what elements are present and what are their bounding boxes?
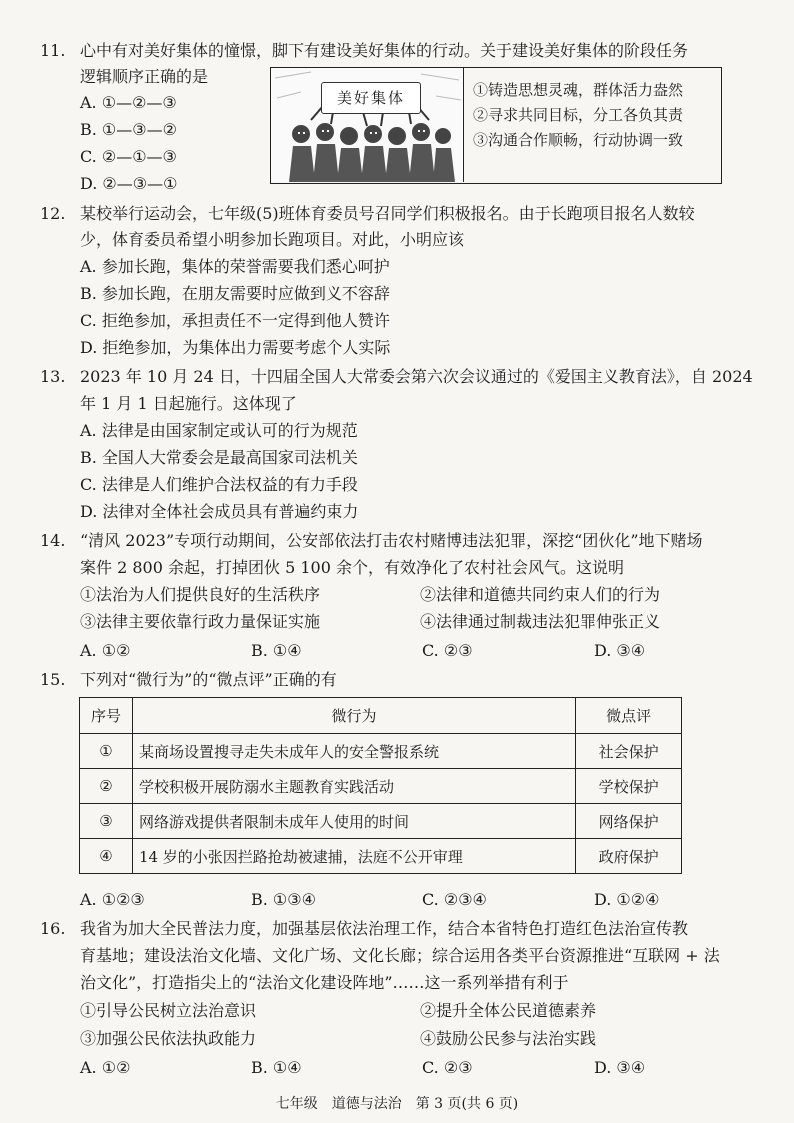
table-row	[80, 769, 682, 804]
question-stem: 我省为加大全民普法力度，加强基层依法治理工作，结合本省特色打造红色法治宣传教	[80, 919, 689, 938]
collective-figure	[270, 67, 722, 184]
option-c: C. ②③④	[422, 890, 487, 909]
option-a: A. ①—②—③	[80, 93, 177, 112]
option-d: D. ②—③—①	[80, 174, 178, 193]
question-stem: 案件 2 800 余起，打掉团伙 5 100 余个，有效净化了农村社会风气。这说明	[80, 558, 624, 577]
table-row	[80, 839, 682, 874]
question-number: 15.	[40, 670, 66, 689]
option-a: A. 法律是由国家制定或认可的行为规范	[80, 421, 358, 440]
question-number: 16.	[40, 919, 66, 938]
option-d: D. ③④	[594, 1058, 646, 1077]
statement: ④法律通过制裁违法犯罪伸张正义	[420, 612, 661, 631]
statement: ①引导公民树立法治意识	[80, 1001, 257, 1020]
stage-list	[473, 78, 683, 153]
statement: ④鼓励公民参与法治实践	[420, 1029, 597, 1048]
option-a: A. ①②	[80, 1058, 131, 1077]
row-comment: 学校保护	[576, 769, 682, 804]
statement: ②提升全体公民道德素养	[420, 1001, 597, 1020]
option-b: B. 参加长跑，在朋友需要时应做到义不容辞	[80, 284, 390, 303]
option-b: B. ①③④	[251, 890, 316, 909]
option-a: A. ①②③	[80, 890, 145, 909]
stage-item: ③沟通合作顺畅，行动协调一致	[473, 131, 684, 149]
option-c: C. ②③	[422, 1058, 473, 1077]
question-stem: 2023 年 10 月 24 日，十四届全国人大常委会第六次会议通过的《爱国主义教育法》，自 2024	[80, 367, 753, 386]
question-stem: 下列对“微行为”的“微点评”正确的有	[80, 670, 337, 689]
option-b: B. ①④	[251, 641, 302, 660]
question-stem: 某校举行运动会，七年级(5)班体育委员号召同学们积极报名。由于长跑项目报名人数较	[80, 204, 695, 223]
row-number: ①	[80, 734, 133, 769]
table-row	[80, 804, 682, 839]
option-b: B. ①—③—②	[80, 120, 177, 139]
row-number: ③	[80, 804, 133, 839]
option-a: A. ①②	[80, 641, 131, 660]
question-stem: 育基地；建设法治文化墙、文化广场、文化长廊；综合运用各类平台资源推进“互联网 + 法	[80, 946, 720, 965]
option-c: C. ②—①—③	[80, 147, 177, 166]
question-stem: “清风 2023”专项行动期间，公安部依法打击农村赌博违法犯罪，深挖“团伙化”地下赌场	[80, 531, 703, 550]
question-stem: 年 1 月 1 日起施行。这体现了	[80, 394, 297, 413]
question-number: 11.	[40, 41, 66, 60]
statement: ③法律主要依靠行政力量保证实施	[80, 612, 321, 631]
option-d: D. ①②④	[594, 890, 660, 909]
stage-item: ①铸造思想灵魂，群体活力盎然	[473, 81, 684, 99]
option-b: B. 全国人大常委会是最高国家司法机关	[80, 448, 358, 467]
question-stem: 治文化”，打造指尖上的“法治文化建设阵地”……这一系列举措有利于	[80, 973, 569, 992]
header-behavior: 微行为	[132, 698, 575, 734]
row-number: ②	[80, 769, 133, 804]
table-row	[80, 734, 682, 769]
statement: ①法治为人们提供良好的生活秩序	[80, 585, 321, 604]
page-footer: 七年级 道德与法治 第 3 页(共 6 页)	[275, 1096, 519, 1112]
option-b: B. ①④	[251, 1058, 302, 1077]
cartoon-illustration	[271, 68, 464, 182]
question-stem: 逻辑顺序正确的是	[80, 67, 209, 86]
stage-item: ②寻求共同目标，分工各负其责	[473, 106, 684, 124]
row-number: ④	[80, 839, 133, 874]
option-d: D. 法律对全体社会成员具有普遍约束力	[80, 502, 359, 521]
row-behavior: 14 岁的小张因拦路抢劫被逮捕，法庭不公开审理	[132, 839, 575, 874]
question-number: 14.	[40, 531, 66, 550]
question-stem: 少，体育委员希望小明参加长跑项目。对此，小明应该	[80, 230, 465, 249]
option-c: C. 法律是人们维护合法权益的有力手段	[80, 475, 358, 494]
row-comment: 政府保护	[576, 839, 682, 874]
sign-board: 美好集体	[321, 82, 421, 114]
row-behavior: 网络游戏提供者限制未成年人使用的时间	[132, 804, 575, 839]
option-c: C. 拒绝参加，承担责任不一定得到他人赞许	[80, 311, 390, 330]
table-header-row	[80, 698, 682, 734]
option-a: A. 参加长跑，集体的荣誉需要我们悉心呵护	[80, 257, 390, 276]
statement: ②法律和道德共同约束人们的行为	[420, 585, 661, 604]
question-stem: 心中有对美好集体的憧憬，脚下有建设美好集体的行动。关于建设美好集体的阶段任务	[80, 41, 689, 60]
row-comment: 社会保护	[576, 734, 682, 769]
row-behavior: 某商场设置搜寻走失未成年人的安全警报系统	[132, 734, 575, 769]
option-d: D. ③④	[594, 641, 646, 660]
statement: ③加强公民依法执政能力	[80, 1029, 257, 1048]
row-comment: 网络保护	[576, 804, 682, 839]
header-comment: 微点评	[576, 698, 682, 734]
row-behavior: 学校积极开展防溺水主题教育实践活动	[132, 769, 575, 804]
micro-behavior-table	[79, 697, 682, 874]
header-number: 序号	[80, 698, 133, 734]
question-number: 13.	[40, 367, 66, 386]
option-c: C. ②③	[422, 641, 473, 660]
option-d: D. 拒绝参加，为集体出力需要考虑个人实际	[80, 338, 391, 357]
question-number: 12.	[40, 204, 66, 223]
